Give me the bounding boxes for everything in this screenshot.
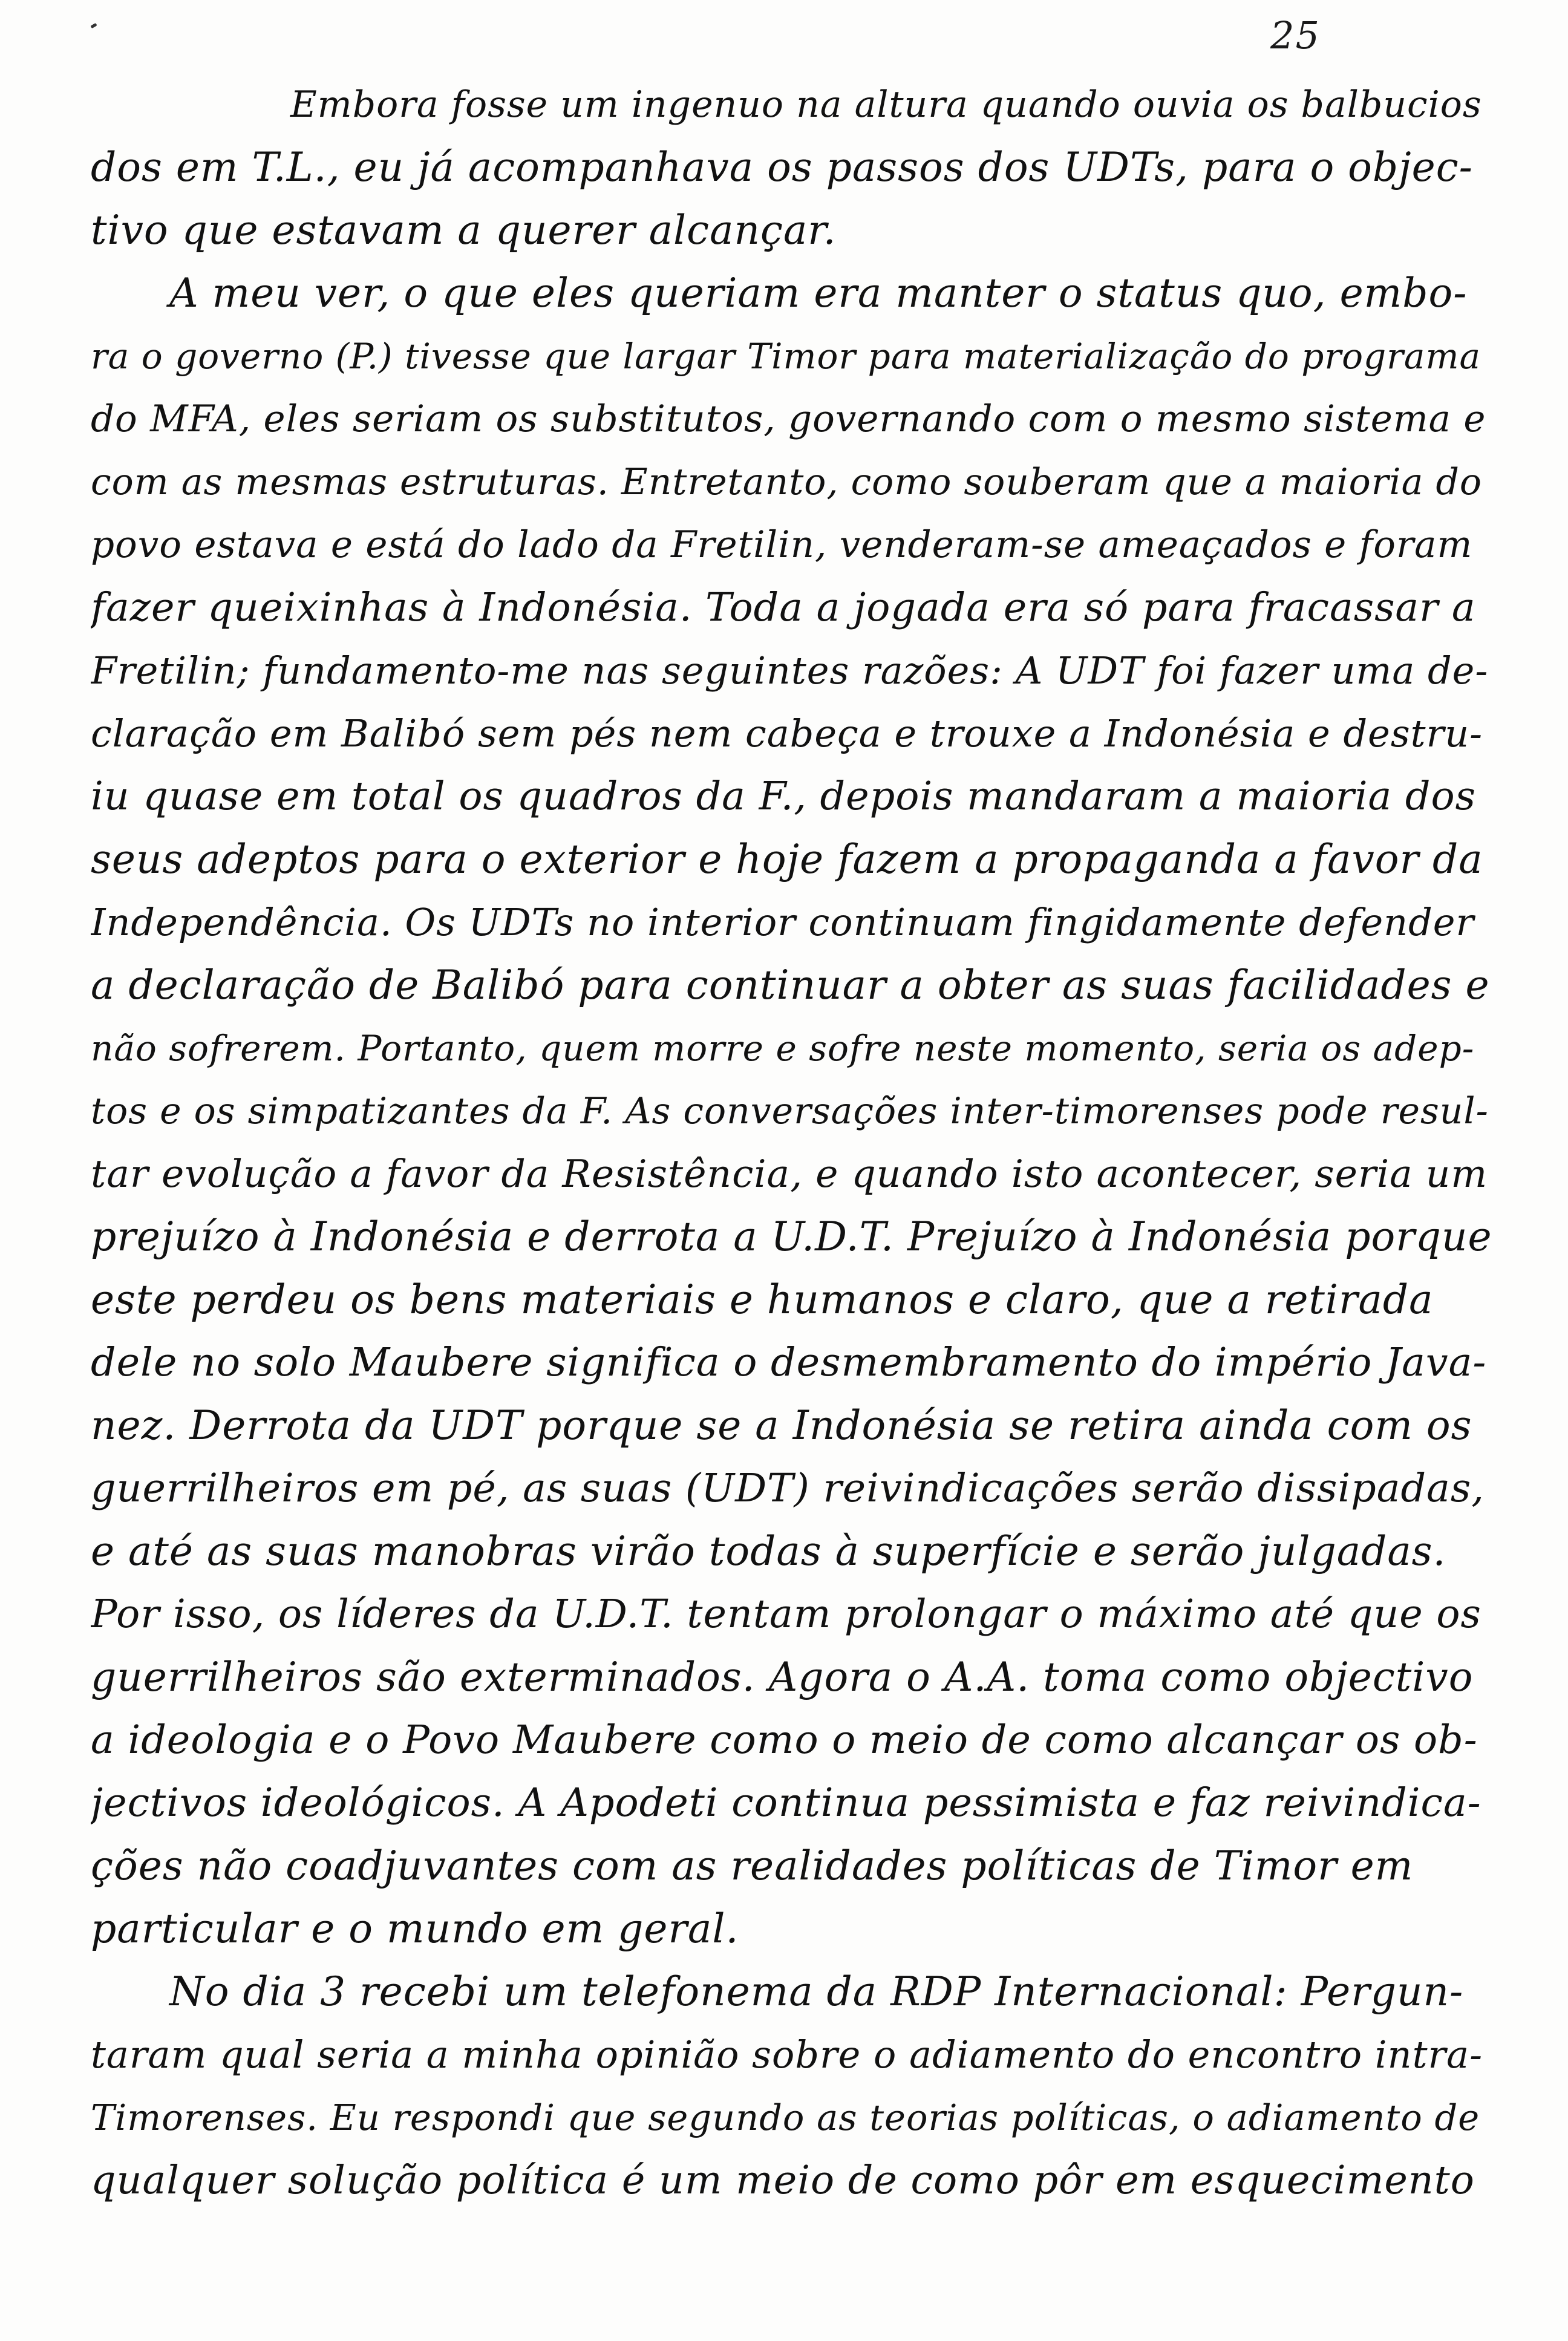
text-line: com as mesmas estruturas. Entretanto, como souberam que a maioria do xyxy=(91,461,1482,503)
text-line: do MFA, eles seriam os substitutos, governando com o mesmo sistema e xyxy=(91,397,1486,440)
text-line: Fretilin; fundamento-me nas seguintes razões: A UDT foi fazer uma de- xyxy=(91,648,1489,693)
text-line: ra o governo (P.) tivesse que largar Timor para materialização do programa xyxy=(91,336,1481,377)
text-line: dos em T.L., eu já acompanhava os passos dos UDTs, para o objec- xyxy=(91,144,1473,191)
text-line: tos e os simpatizantes da F. As conversações inter-timorenses pode resul- xyxy=(91,1090,1489,1132)
text-line: este perdeu os bens materiais e humanos e claro, que a retirada xyxy=(91,1276,1434,1323)
handwritten-text xyxy=(91,73,1494,2226)
text-line: não sofrerem. Portanto, quem morre e sofre neste momento, seria os adep- xyxy=(91,1028,1475,1069)
text-line: particular e o mundo em geral. xyxy=(91,1905,739,1952)
text-line: jectivos ideológicos. A Apodeti continua pessimista e faz reivindica- xyxy=(91,1780,1481,1826)
text-line: Embora fosse um ingenuo na altura quando ouvia os balbucios xyxy=(290,83,1482,126)
text-line: e até as suas manobras virão todas à superfície e serão julgadas. xyxy=(91,1528,1446,1575)
text-line: A meu ver, o que eles queriam era manter o status quo, embo- xyxy=(169,270,1468,316)
page-number: 25 xyxy=(1270,13,1321,57)
text-line: tar evolução a favor da Resistência, e quando isto acontecer, seria um xyxy=(91,1152,1488,1196)
text-line: fazer queixinhas à Indonésia. Toda a jogada era só para fracassar a xyxy=(91,585,1476,630)
text-line: seus adeptos para o exterior e hoje fazem a propaganda a favor da xyxy=(91,836,1483,883)
text-line: prejuízo à Indonésia e derrota a U.D.T. Prejuízo à Indonésia porque xyxy=(91,1213,1492,1260)
text-line: taram qual seria a minha opinião sobre o adiamento do encontro intra- xyxy=(91,2032,1483,2077)
text-line: Timorenses. Eu respondi que segundo as teorias políticas, o adiamento de xyxy=(91,2097,1480,2138)
text-line: Independência. Os UDTs no interior continuam fingidamente defender xyxy=(91,900,1475,944)
text-line: ções não coadjuvantes com as realidades políticas de Timor em xyxy=(91,1843,1414,1889)
ink-mark xyxy=(90,23,97,28)
text-line: iu quase em total os quadros da F., depois mandaram a maioria dos xyxy=(91,774,1477,819)
text-line: claração em Balibó sem pés nem cabeça e trouxe a Indonésia e destru- xyxy=(91,711,1483,756)
text-line: dele no solo Maubere significa o desmembramento do império Java- xyxy=(91,1340,1487,1385)
text-line: tivo que estavam a querer alcançar. xyxy=(91,207,837,253)
text-line: No dia 3 recebi um telefonema da RDP Internacional: Pergun- xyxy=(169,1968,1464,2015)
text-line: a declaração de Balibó para continuar a obter as suas facilidades e xyxy=(91,962,1490,1008)
text-line: qualquer solução política é um meio de como pôr em esquecimento xyxy=(91,2158,1475,2203)
text-line: a ideologia e o Povo Maubere como o meio de como alcançar os ob- xyxy=(91,1717,1478,1763)
text-line: nez. Derrota da UDT porque se a Indonésia se retira ainda com os xyxy=(91,1402,1472,1449)
text-line: guerrilheiros em pé, as suas (UDT) reivindicações serão dissipadas, xyxy=(91,1466,1485,1511)
text-line: guerrilheiros são exterminados. Agora o A.A. toma como objectivo xyxy=(91,1654,1474,1700)
text-line: Por isso, os líderes da U.D.T. tentam prolongar o máximo até que os xyxy=(91,1592,1481,1637)
text-line: povo estava e está do lado da Fretilin, venderam-se ameaçados e foram xyxy=(91,523,1473,566)
